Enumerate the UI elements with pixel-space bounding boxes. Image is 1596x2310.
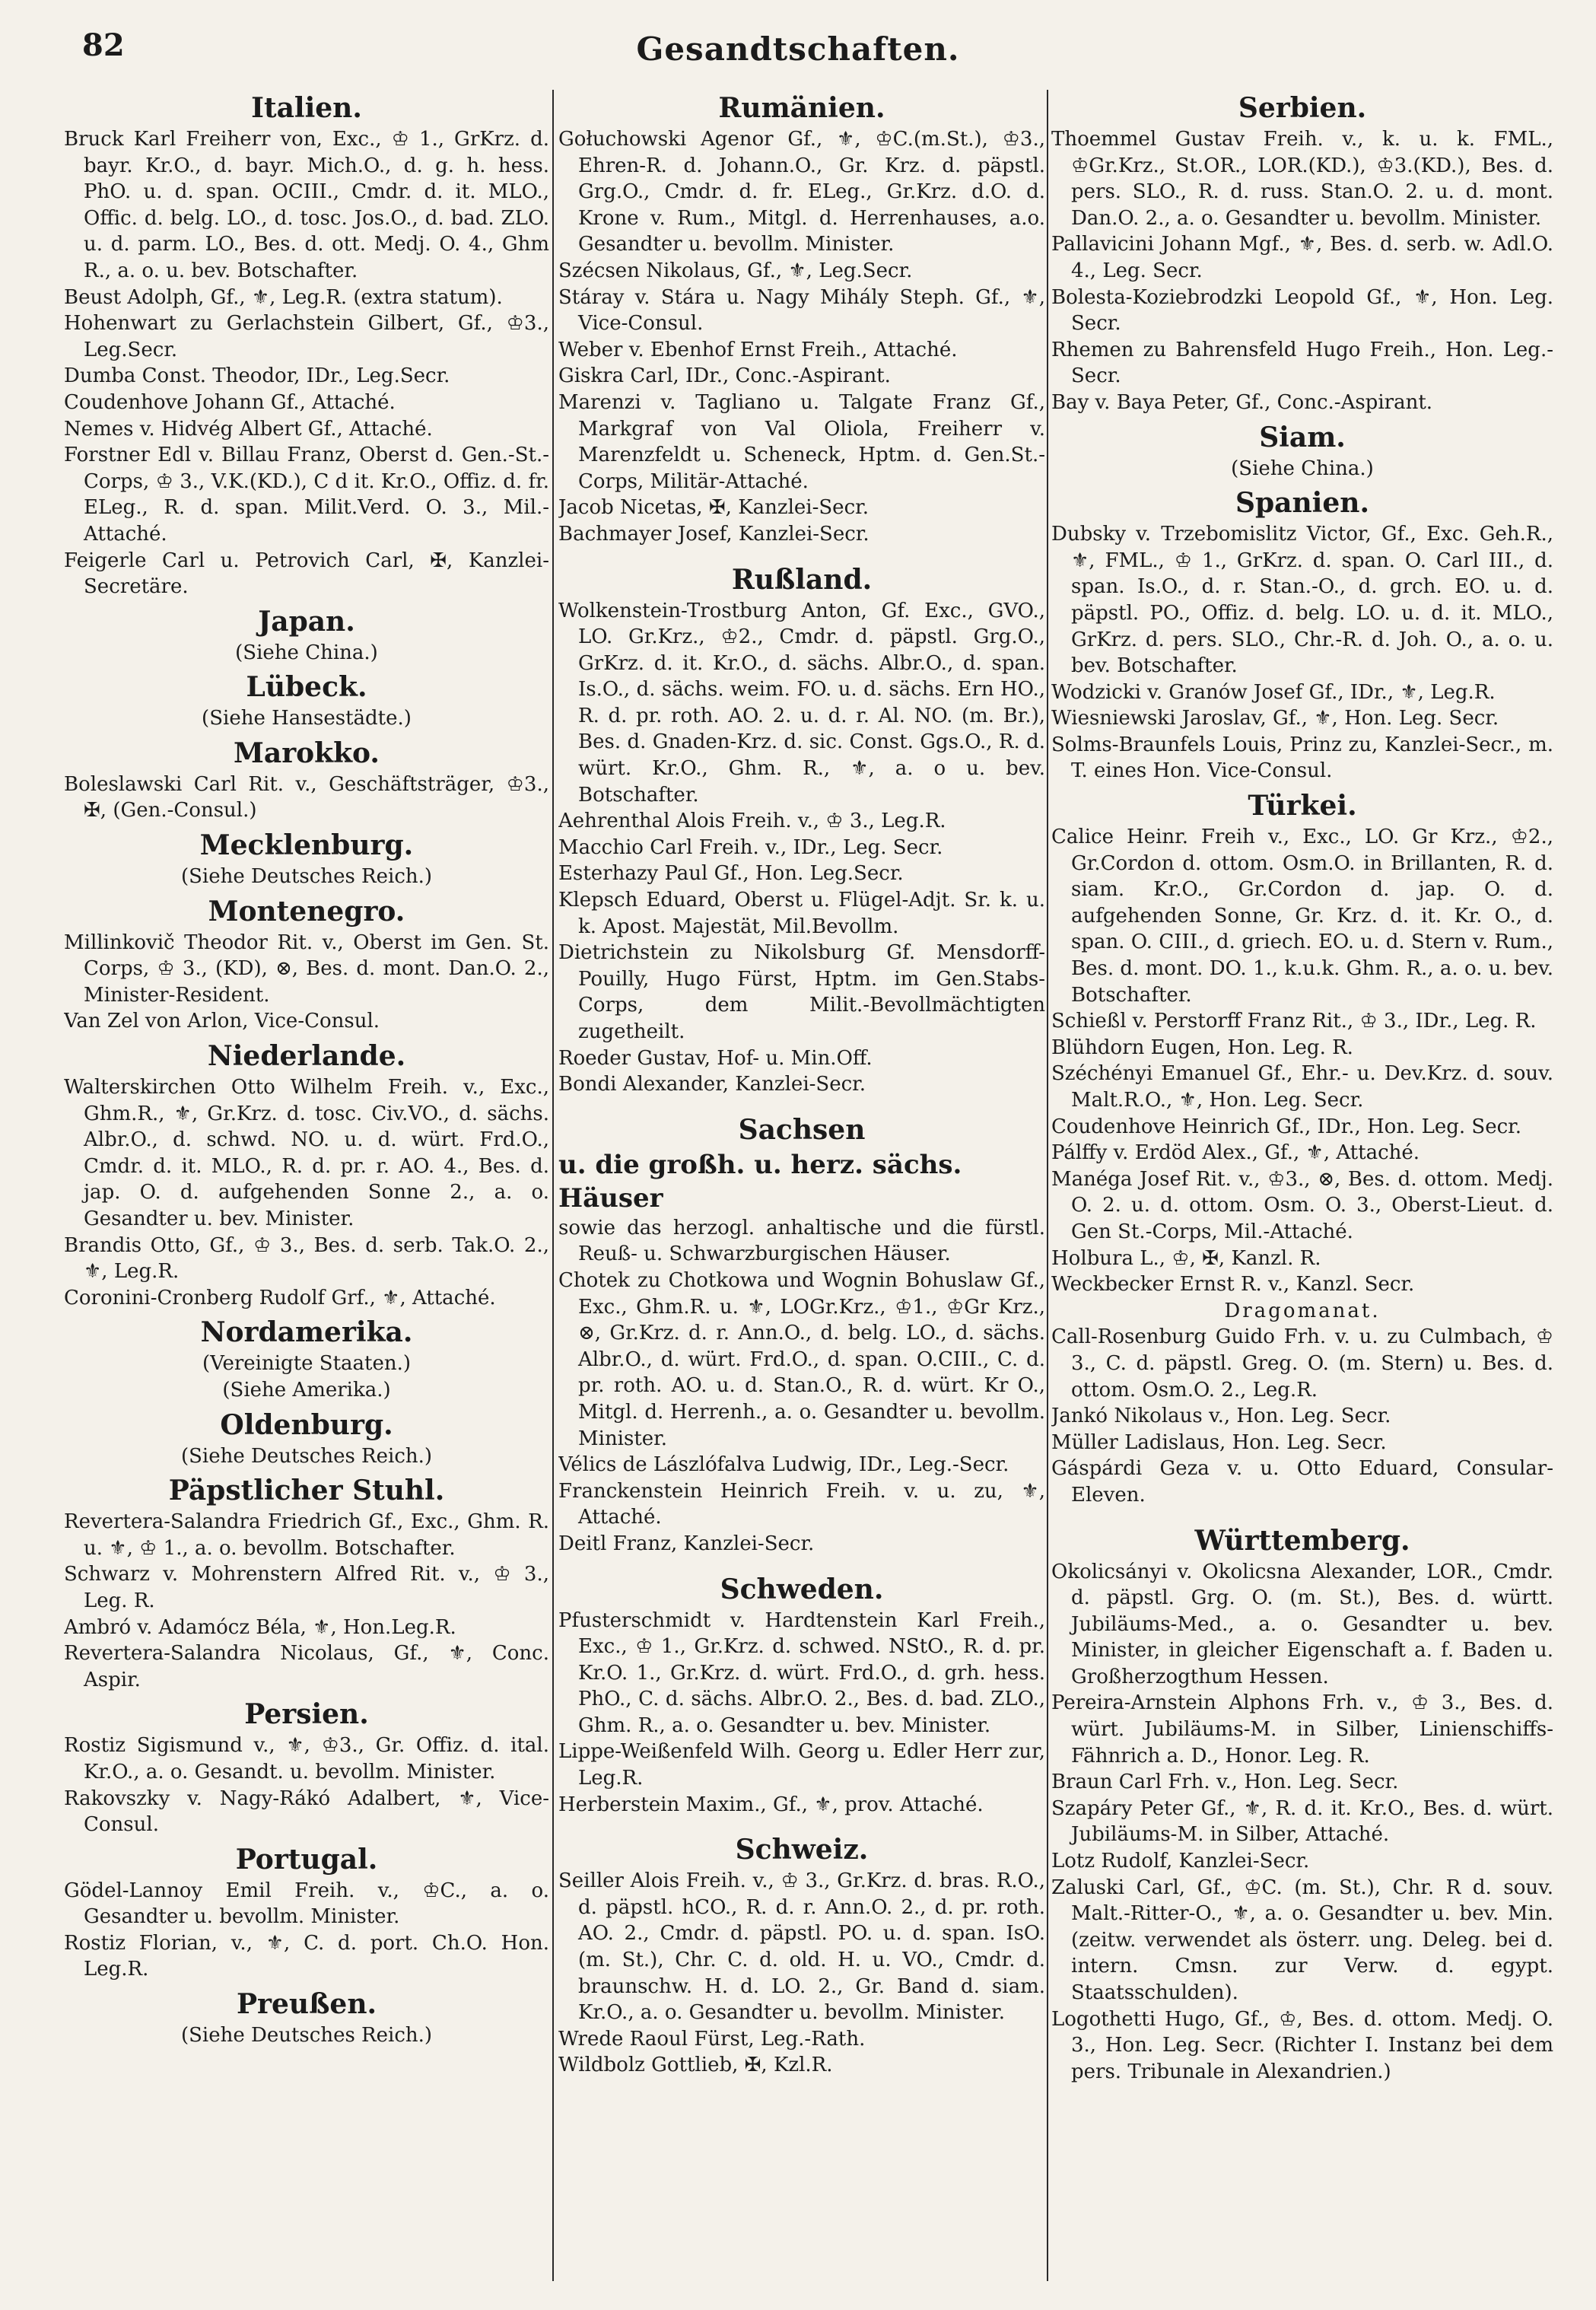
entry: Ambró v. Adamócz Béla, ⚜, Hon.Leg.R.: [64, 1615, 456, 1639]
entry-list: [64, 126, 549, 600]
section-heading: Sachsen: [738, 1113, 866, 1146]
entry: Esterhazy Paul Gf., Hon. Leg.Secr.: [558, 862, 904, 886]
column-middle: [558, 90, 1045, 2281]
entry: Gáspárdi Geza v. u. Otto Eduard, Consular-Eleven.: [1051, 1457, 1553, 1507]
section-heading: Siam.: [1259, 421, 1346, 453]
entry: Szécsen Nikolaus, Gf., ⚜, Leg.Secr.: [558, 259, 913, 282]
entry: Marenzi v. Tagliano u. Talgate Franz Gf., Markgraf von Val Oliola, Freiherr v. Marenzfeldt u. Scheneck, Hptm. d. Gen.St.-Corps, Militär-Attaché.: [558, 390, 1045, 493]
entry: Wodzicki v. Granów Josef Gf., IDr., ⚜, Leg.R.: [1051, 680, 1496, 704]
entry: Szapáry Peter Gf., ⚜, R. d. it. Kr.O., Bes. d. würt. Jubiläums-M. in Silber, Attaché.: [1051, 1796, 1553, 1847]
section-heading: Mecklenburg.: [199, 829, 414, 862]
section-note: (Siehe Amerika.): [222, 1378, 391, 1402]
entry: Jankó Nikolaus v., Hon. Leg. Secr.: [1051, 1405, 1391, 1428]
entry: Chotek zu Chotkowa und Wognin Bohuslaw Gf., Exc., Ghm.R. u. ⚜, LOGr.Krz., ♔1., ♔Gr Krz., ⊗, Gr.Krz. d. r. Ann.O., d. belg. LO., d. sächs. Albr.O., d. würt. Frd.O., d. span. O.CIII., C. d. pr. roth. AO. u. d. Stan.O., R. d. würt. Kr O., Mitgl. d. Herrenh., a. o. Gesandter u. bevollm. Minister.: [558, 1268, 1045, 1450]
section-note: sowie das herzogl. anhaltische und die fürstl. Reuß- u. Schwarzburgischen Häuser.: [558, 1216, 1045, 1266]
section-heading: Schweden.: [720, 1573, 884, 1605]
entry: Zaluski Carl, Gf., ♔C. (m. St.), Chr. R d. souv. Malt.-Ritter-O., ⚜, a. o. Gesandter u. bev. Min. (zeitw. verwendet als österr. ung. Deleg. bei d. intern. Cmsn. zur Verw. d. egypt. Staatsschulden).: [1051, 1876, 1553, 2004]
entry: Calice Heinr. Freih v., Exc., LO. Gr Krz., ♔2., Gr.Cordon d. ottom. Osm.O. in Brillanten, R. d. siam. Kr.O., Gr.Cordon d. jap. O. d. aufgehenden Sonne, Gr. Krz. d. it. Kr. O., d. span. O. CIII., d. griech. EO. u. d. Stern v. Rum., Bes. d. mont. DO. 1., k.u.k. Ghm. R., a. o. u. bev. Botschafter.: [1051, 826, 1553, 1007]
section-heading: Portugal.: [235, 1843, 378, 1876]
entry: Wiesniewski Jaroslav, Gf., ⚜, Hon. Leg. Secr.: [1051, 707, 1499, 730]
entry: Coronini-Cronberg Rudolf Grf., ⚜, Attaché.: [64, 1286, 496, 1309]
entry: Roeder Gustav, Hof- u. Min.Off.: [558, 1046, 873, 1070]
entry: Bruck Karl Freiherr von, Exc., ♔ 1., GrKrz. d. bayr. Kr.O., d. bayr. Mich.O., d. g. h. hess. PhO. u. d. span. OCIII., Cmdr. d. it. MLO., Offic. d. belg. LO., d. tosc. Jos.O., d. bad. ZLO. u. d. parm. LO., Bes. d. ott. Medj. O. 4., Ghm R., a. o. u. bev. Botschafter.: [64, 128, 549, 282]
section-heading: Montenegro.: [208, 895, 405, 928]
page-title: Gesandtschaften.: [636, 30, 960, 68]
entry-list: [1051, 126, 1553, 416]
entry: Bolesta-Koziebrodzki Leopold Gf., ⚜, Hon. Leg. Secr.: [1051, 285, 1553, 336]
entry: Brandis Otto, Gf., ♔ 3., Bes. d. serb. Tak.O. 2., ⚜, Leg.R.: [64, 1233, 549, 1284]
entry: Bachmayer Josef, Kanzlei-Secr.: [558, 522, 870, 546]
section-heading: Spanien.: [1235, 487, 1369, 520]
entry: Franckenstein Heinrich Freih. v. u. zu, ⚜, Attaché.: [558, 1479, 1045, 1529]
entry: Deitl Franz, Kanzlei-Secr.: [558, 1532, 815, 1555]
section-heading: Persien.: [244, 1698, 369, 1731]
entry: Logothetti Hugo, Gf., ♔, Bes. d. ottom. Medj. O. 3., Hon. Leg. Secr. (Richter I. Instanz bei dem pers. Tribunale in Alexandrien.): [1051, 2007, 1553, 2083]
entry: Dietrichstein zu Nikolsburg Gf. Mensdorff-Pouilly, Hugo Fürst, Hptm. im Gen.Stabs-Corps, dem Milit.-Bevollmächtigten zugetheilt.: [558, 941, 1045, 1043]
entry: Giskra Carl, IDr., Conc.-Aspirant.: [558, 364, 891, 388]
entry: Rostiz Sigismund v., ⚜, ♔3., Gr. Offiz. d. ital. Kr.O., a. o. Gesandt. u. bevollm. Minister.: [64, 1734, 549, 1783]
entry: Gödel-Lannoy Emil Freih. v., ♔C., a. o. Gesandter u. bevollm. Minister.: [64, 1879, 549, 1929]
entry: Call-Rosenburg Guido Frh. v. u. zu Culmbach, ♔ 3., C. d. päpstl. Greg. O. (m. Stern) u. Bes. d. ottom. Osm.O. 2., Leg.R.: [1051, 1325, 1553, 1402]
entry: Széchényi Emanuel Gf., Ehr.- u. Dev.Krz. d. souv. Malt.R.O., ⚜, Hon. Leg. Secr.: [1051, 1062, 1553, 1112]
entry: Bondi Alexander, Kanzlei-Secr.: [558, 1073, 866, 1096]
entry: Walterskirchen Otto Wilhelm Freih. v., Exc., Ghm.R., ⚜, Gr.Krz. d. tosc. Civ.VO., d. sächs. Albr.O., d. schwd. NO. u. d. würt. Frd.O., Cmdr. d. it. MLO., R. d. pr. r. AO. 4., Bes. d. jap. O. d. aufgehenden Sonne 2., a. o. Gesandter u. bev. Minister.: [64, 1076, 549, 1230]
entry: Rhemen zu Bahrensfeld Hugo Freih., Hon. Leg.-Secr.: [1051, 338, 1553, 388]
entry: Solms-Braunfels Louis, Prinz zu, Kanzlei-Secr., m. T. eines Hon. Vice-Consul.: [1051, 733, 1553, 783]
section-subheading: u. die großh. u. herz. sächs. Häuser: [558, 1149, 962, 1214]
column-left: [64, 90, 549, 2281]
entry: Seiller Alois Freih. v., ♔ 3., Gr.Krz. d. bras. R.O., d. päpstl. hCO., R. d. r. Ann.O. 2., d. pr. roth. AO. 2., Cmdr. d. päpstl. PO. u. d. span. IsO. (m. St.), Chr. C. d. old. H. u. VO., Cmdr. d. braunschw. H. d. LO. 2., Gr. Band d. siam. Kr.O., a. o. Gesandter u. bevollm. Minister.: [558, 1869, 1045, 2025]
entry-list: [64, 1878, 549, 1983]
entry-list: [64, 1509, 549, 1693]
entry-list: [64, 772, 549, 824]
entry-list: [64, 1074, 549, 1311]
section-heading: Niederlande.: [207, 1040, 406, 1073]
section-heading: Türkei.: [1248, 790, 1357, 822]
entry: Vélics de Lászlófalva Ludwig, IDr., Leg.-Secr.: [558, 1453, 1009, 1477]
entry: Aehrenthal Alois Freih. v., ♔ 3., Leg.R.: [558, 810, 946, 833]
entry: Revertera-Salandra Friedrich Gf., Exc., Ghm. R. u. ⚜, ♔ 1., a. o. bevollm. Botschafter.: [64, 1510, 549, 1560]
entry: Van Zel von Arlon, Vice-Consul.: [64, 1010, 380, 1033]
entry: Stáray v. Stára u. Nagy Mihály Steph. Gf., ⚜, Vice-Consul.: [558, 285, 1045, 336]
entry-list: [1051, 521, 1553, 784]
entry: Wolkenstein-Trostburg Anton, Gf. Exc., GVO., LO. Gr.Krz., ♔2., Cmdr. d. päpstl. Grg.O., GrKrz. d. it. Kr.O., d. sächs. Albr.O., d. span. Is.O., d. sächs. weim. FO. u. d. sächs. Ern HO., R. d. pr. roth. AO. 2. u. d. r. Al. NO. (m. Br.), Bes. d. Gnaden-Krz. d. sic. Const. Ggs.O., R. d. würt. Kr.O., Ghm. R., ⚜, a. o u. bev. Botschafter.: [558, 599, 1045, 807]
entry: Wrede Raoul Fürst, Leg.-Rath.: [558, 2027, 866, 2051]
entry: Beust Adolph, Gf., ⚜, Leg.R. (extra statum).: [64, 285, 503, 309]
subsection-label: Dragomanat.: [1224, 1299, 1381, 1322]
entry: Blühdorn Eugen, Hon. Leg. R.: [1051, 1036, 1353, 1059]
entry: Manéga Josef Rit. v., ♔3., ⊗, Bes. d. ottom. Medj. O. 2. u. d. ottom. Osm. O. 3., Oberst-Lieut. d. Gen St.-Corps, Mil.-Attaché.: [1051, 1167, 1553, 1243]
entry: Bay v. Baya Peter, Gf., Conc.-Aspirant.: [1051, 390, 1433, 414]
entry: Macchio Carl Freih. v., IDr., Leg. Secr.: [558, 835, 943, 859]
entry-list: [558, 1268, 1045, 1558]
entry: Revertera-Salandra Nicolaus, Gf., ⚜, Conc. Aspir.: [64, 1642, 549, 1691]
column-rule: [552, 90, 554, 2281]
entry-list: [558, 1868, 1045, 2079]
entry: Holbura L., ♔, ✠, Kanzl. R.: [1051, 1246, 1321, 1270]
entry: Weckbecker Ernst R. v., Kanzl. Secr.: [1051, 1273, 1415, 1297]
entry: Lotz Rudolf, Kanzlei-Secr.: [1051, 1850, 1310, 1873]
entry-list: [1051, 1559, 1553, 2086]
section-note: (Siehe China.): [235, 641, 378, 664]
column-rule: [1047, 90, 1048, 2281]
entry: Jacob Nicetas, ✠, Kanzlei-Secr.: [558, 496, 869, 520]
section-heading: Württemberg.: [1194, 1524, 1410, 1557]
entry-list: [64, 930, 549, 1035]
entry-list: [558, 598, 1045, 1098]
entry: Feigerle Carl u. Petrovich Carl, ✠, Kanzlei-Secretäre.: [64, 549, 549, 599]
section-note: (Siehe Hansestädte.): [202, 707, 412, 730]
entry: Weber v. Ebenhof Ernst Freih., Attaché.: [558, 338, 958, 361]
entry: Lippe-Weißenfeld Wilh. Georg u. Edler Herr zur, Leg.R.: [558, 1740, 1045, 1790]
entry: Rostiz Florian, v., ⚜, C. d. port. Ch.O. Hon. Leg.R.: [64, 1931, 549, 1981]
entry: Millinkovič Theodor Rit. v., Oberst im Gen. St. Corps, ♔ 3., (KD), ⊗, Bes. d. mont. Dan.O. 2., Minister-Resident.: [64, 931, 549, 1007]
section-note: (Siehe China.): [1231, 457, 1374, 480]
section-heading: Lübeck.: [246, 671, 367, 704]
entry: Dubsky v. Trzebomislitz Victor, Gf., Exc. Geh.R., ⚜, FML., ♔ 1., GrKrz. d. span. O. Carl III., d. span. Is.O., d. r. Stan.-O., d. grch. EO. u. d. päpstl. PO., Offiz. d. belg. LO. u. d. it. MLO., GrKrz. d. pers. SLO., Chr.-R. d. Joh. O., a. o. u. bev. Botschafter.: [1051, 523, 1553, 678]
entry-list: [64, 1732, 549, 1838]
section-heading: Schweiz.: [735, 1834, 869, 1866]
section-heading: Rumänien.: [718, 92, 885, 124]
section-note: (Siehe Deutsches Reich.): [180, 865, 433, 889]
section-heading: Rußland.: [731, 563, 873, 596]
page-number: 82: [82, 27, 125, 63]
entry: Thoemmel Gustav Freih. v., k. u. k. FML., ♔Gr.Krz., St.OR., LOR.(KD.), ♔3.(KD.), Bes. d. pers. SLO., R. d. russ. Stan.O. 2. u. d. mont. Dan.O. 2., a. o. Gesandter u. bevollm. Minister.: [1051, 128, 1553, 230]
entry: Herberstein Maxim., Gf., ⚜, prov. Attaché.: [558, 1793, 984, 1816]
entry-list: [1051, 824, 1553, 1298]
entry: Pallavicini Johann Mgf., ⚜, Bes. d. serb. w. Adl.O. 4., Leg. Secr.: [1051, 233, 1553, 282]
entry: Rakovszky v. Nagy-Rákó Adalbert, ⚜, Vice-Consul.: [64, 1787, 549, 1837]
section-heading: Italien.: [251, 92, 362, 124]
section-note: (Vereinigte Staaten.): [202, 1352, 412, 1376]
section-heading: Nordamerika.: [200, 1316, 413, 1349]
entry: Klepsch Eduard, Oberst u. Flügel-Adjt. Sr. k. u. k. Apost. Majestät, Mil.Bevollm.: [558, 889, 1045, 938]
section-heading: Serbien.: [1238, 92, 1367, 124]
entry-list: [1051, 1324, 1553, 1508]
entry: Nemes v. Hidvég Albert Gf., Attaché.: [64, 417, 433, 441]
entry: Coudenhove Heinrich Gf., IDr., Hon. Leg. Secr.: [1051, 1115, 1522, 1138]
section-note: (Siehe Deutsches Reich.): [180, 2024, 433, 2048]
entry-list: [558, 126, 1045, 548]
entry: Okolicsányi v. Okolicsna Alexander, LOR., Cmdr. d. päpstl. Grg. O. (m. St.), Bes. d. württ. Jubiläums-Med., a. o. Gesandter u. bev. Minister, in gleicher Eigenschaft a. f. Baden u. Großherzogthum Hessen.: [1051, 1560, 1553, 1688]
entry: Braun Carl Frh. v., Hon. Leg. Secr.: [1051, 1771, 1399, 1794]
section-heading: Päpstlicher Stuhl.: [168, 1475, 445, 1507]
entry: Forstner Edl v. Billau Franz, Oberst d. Gen.-St.-Corps, ♔ 3., V.K.(KD.), C d it. Kr.O., Offiz. d. fr. ELeg., R. d. span. Milit.Verd. O. 3., Mil.-Attaché.: [64, 444, 549, 546]
section-heading: Japan.: [258, 605, 355, 638]
entry: Schwarz v. Mohrenstern Alfred Rit. v., ♔ 3., Leg. R.: [64, 1563, 549, 1612]
entry: Gołuchowski Agenor Gf., ⚜, ♔C.(m.St.), ♔3., Ehren-R. d. Johann.O., Gr. Krz. d. päpstl. Grg.O., Cmdr. d. fr. ELeg., Gr.Krz. d.O. d. Krone v. Rum., Mitgl. d. Herrenhauses, a.o. Gesandter u. bevollm. Minister.: [558, 128, 1045, 256]
entry: Boleslawski Carl Rit. v., Geschäftsträger, ♔3., ✠, (Gen.-Consul.): [64, 772, 549, 822]
entry: Dumba Const. Theodor, IDr., Leg.Secr.: [64, 364, 450, 388]
entry: Pálffy v. Erdöd Alex., Gf., ⚜, Attaché.: [1051, 1141, 1420, 1165]
entry: Hohenwart zu Gerlachstein Gilbert, Gf., ♔3., Leg.Secr.: [64, 312, 549, 361]
entry: Pereira-Arnstein Alphons Frh. v., ♔ 3., Bes. d. würt. Jubiläums-M. in Silber, Linienschiffs-Fähnrich a. D., Honor. Leg. R.: [1051, 1691, 1553, 1768]
entry: Schießl v. Perstorff Franz Rit., ♔ 3., IDr., Leg. R.: [1051, 1010, 1537, 1033]
column-right: [1051, 90, 1553, 2281]
section-heading: Marokko.: [234, 737, 380, 769]
entry: Coudenhove Johann Gf., Attaché.: [64, 390, 396, 414]
section-heading: Preußen.: [236, 1988, 377, 2021]
entry: Pfusterschmidt v. Hardtenstein Karl Freih., Exc., ♔ 1., Gr.Krz. d. schwed. NStO., R. d. pr. Kr.O. 1., Gr.Krz. d. würt. Frd.O., d. grh. hess. PhO., C. d. sächs. Albr.O. 2., Bes. d. bad. ZLO., Ghm. R., a. o. Gesandter u. bev. Minister.: [558, 1608, 1045, 1737]
entry-list: [558, 1608, 1045, 1818]
entry: Wildbolz Gottlieb, ✠, Kzl.R.: [558, 2054, 833, 2077]
section-heading: Oldenburg.: [220, 1408, 393, 1441]
entry: Müller Ladislaus, Hon. Leg. Secr.: [1051, 1430, 1387, 1454]
section-note: (Siehe Deutsches Reich.): [180, 1444, 433, 1468]
